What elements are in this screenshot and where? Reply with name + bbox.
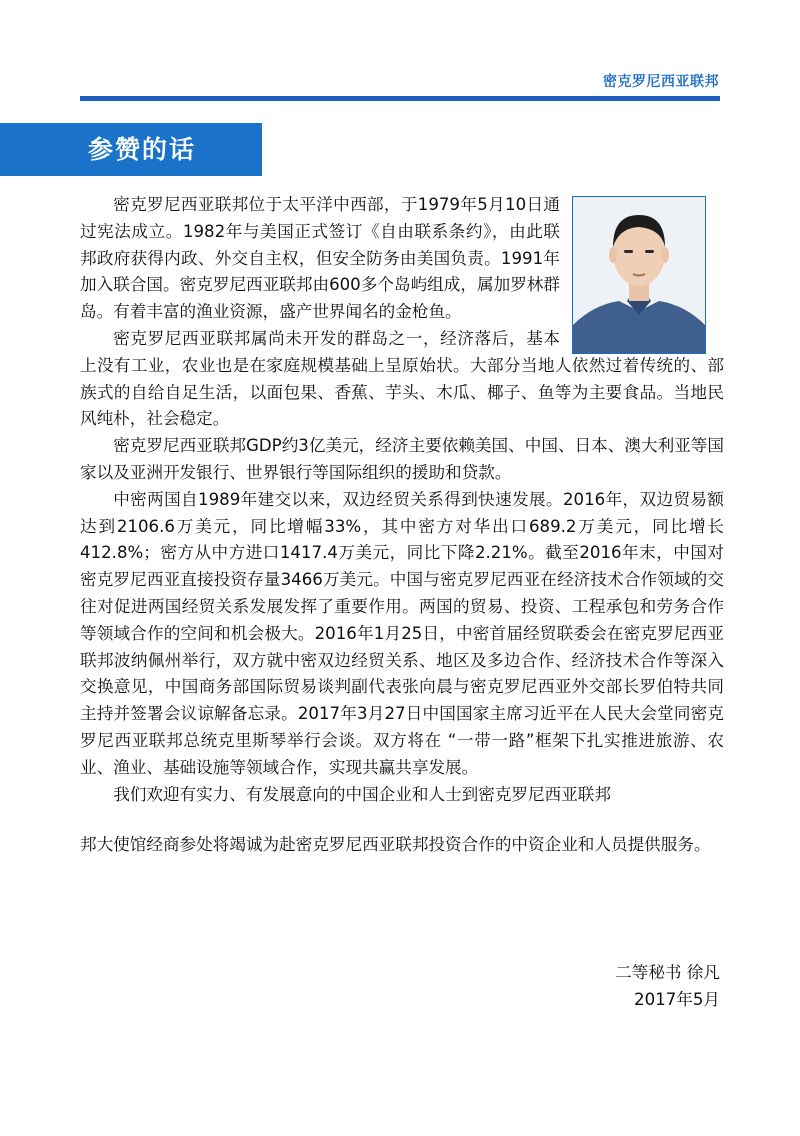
signature-block xyxy=(615,960,720,1014)
signature-date: 2017年5月 xyxy=(634,989,720,1009)
header-rule xyxy=(80,96,720,101)
article-body xyxy=(80,192,724,859)
paragraph: 密克罗尼西亚联邦GDP约3亿美元，经济主要依赖美国、中国、日本、澳大利亚等国家以及亚洲开发银行、世界银行等国际组织的援助和贷款。 xyxy=(80,436,724,482)
paragraph: 密克罗尼西亚联邦属尚未开发的群岛之一，经济落后，基本上没有工业，农业也是在家庭规模基础上呈原始状。大部分当地人依然过着传统的、部族式的自给自足生活，以面包果、香蕉、芋头、木瓜、椰子、鱼等为主要食品。当地民风纯朴，社会稳定。 xyxy=(80,328,724,429)
paragraph: 密克罗尼西亚联邦位于太平洋中西部，于1979年5月10日通过宪法成立。1982年与美国正式签订《自由联系条约》，由此联邦政府获得内政、外交自主权，但安全防务由美国负责。1991年加入联合国。密克罗尼西亚联邦由600多个岛屿组成，属加罗林群岛。有着丰富的渔业资源，盛产世界闻名的金枪鱼。 xyxy=(80,195,560,322)
photo-float-spacer xyxy=(560,192,724,352)
section-title: 参赞的话 xyxy=(88,135,197,164)
section-title-banner xyxy=(0,123,262,176)
header-brand: 密克罗尼西亚联邦 xyxy=(603,74,719,90)
closing-paragraph: 邦大使馆经商参处将竭诚为赴密克罗尼西亚联邦投资合作的中资企业和人员提供服务。 xyxy=(80,835,711,855)
paragraph: 我们欢迎有实力、有发展意向的中国企业和人士到密克罗尼西亚联邦 xyxy=(113,784,611,804)
paragraph: 中密两国自1989年建交以来，双边经贸关系得到快速发展。2016年，双边贸易额达到2106.6万美元，同比增幅33%，其中密方对华出口689.2万美元，同比增长412.8%；密方从中方进口1417.4万美元，同比下降2.21%。截至2016年末，中国对密克罗尼西亚直接投资存量3466万美元。中国与密克罗尼西亚在经济技术合作领域的交往对促进两国经贸关系发展发挥了重要作用。两国的贸易、投资、工程承包和劳务合作等领域合作的空间和机会极大。2016年1月25日，中密首届经贸联委会在密克罗尼西亚联邦波纳佩州举行，双方就中密双边经贸关系、地区及多边合作、经济技术合作等深入交换意见，中国商务部国际贸易谈判副代表张向晨与密克罗尼西亚外交部长罗伯特共同主持并签署会议谅解备忘录。2017年3月27日中国国家主席习近平在人民大会堂同密克罗尼西亚联邦总统克里斯琴举行会谈。双方将在 “一带一路”框架下扎实推进旅游、农业、渔业、基础设施等领域合作，实现共赢共享发展。 xyxy=(80,489,724,777)
signature-name: 二等秘书 徐凡 xyxy=(615,963,720,982)
